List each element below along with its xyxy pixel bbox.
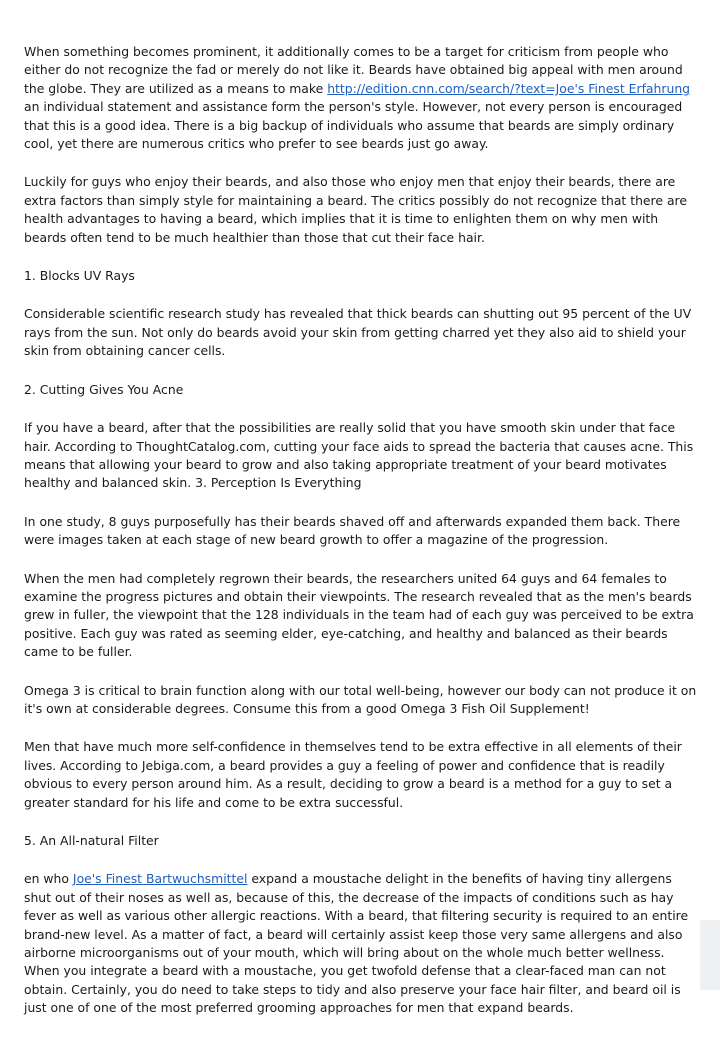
bartwuchsmittel-link[interactable]: Joe's Finest Bartwuchsmittel <box>72 871 248 887</box>
paragraph-health-benefits: Luckily for guys who enjoy their beards, and also those who enjoy men that enjoy their beards, there are extra factors than simply style for maintaining a beard. The critics possibly do not recognize that there are health advantages to having a beard, which implies that it is time to enlighten them on why men with beards often tend to be much healthier than those that cut their face hair. <box>24 174 687 245</box>
paragraph-filter <box>24 870 700 1017</box>
paragraph-research-results: When the men had completely regrown their beards, the researchers united 64 guys and 64 females to examine the progress pictures and obtain their viewpoints. The research revealed that as the men's beards grew in fuller, the viewpoint that the 128 individuals in the team had of each guy was perceived to be extra positive. Each guy was rated as seeming elder, eye-catching, and healthy and balanced as their beards came to be fuller. <box>24 570 694 660</box>
paragraph-filter-text-start: en who <box>24 871 73 887</box>
paragraph-intro-text-start: When something becomes prominent, it additionally comes to be a target for criticism from people who either do not recognize the fad or merely do not like it. Beards have obtained big appeal with men around the globe. They are utilized as a means to make <box>24 44 683 96</box>
paragraph-intro-text-end: an individual statement and assistance form the person's style. However, not every person is encouraged that this is a good idea. There is a big backup of individuals who assume that beards are simply ordinary cool, yet there are numerous critics who prefer to see beards just go away. <box>24 99 683 152</box>
paragraph-uv-rays: Considerable scientific research study has revealed that thick beards can shutting out 95 percent of the UV rays from the sun. Not only do beards avoid your skin from getting charred yet they also aid to shield your skin from obtaining cancer cells. <box>24 306 692 359</box>
paragraph-study: In one study, 8 guys purposefully has their beards shaved off and afterwards expanded them back. There were images taken at each stage of new beard growth to offer a magazine of the progression. <box>24 513 681 548</box>
page-edge-shade <box>700 920 720 990</box>
section-heading-filter: 5. An All-natural Filter <box>24 833 159 848</box>
paragraph-filter-text-end: expand a moustache delight in the benefits of having tiny allergens shut out of their noses as well as, because of this, the decrease of the impacts of conditions such as hay fever as well as various other allergic reactions. With a beard, that filtering security is required to an entire brand-new level. As a matter of fact, a beard will certainly assist keep those very same allergens and also airborne microorganisms out of your mouth, which will bring about on the whole much better wellness. When you integrate a beard with a moustache, you get twofold defense that a clear-faced man can not obtain. Certainly, you do need to take steps to tidy and also preserve your face hair filter, and beard oil is just one of one of the most preferred grooming approaches for men that expand beards. <box>24 871 689 1016</box>
cnn-search-link[interactable]: http://edition.cnn.com/search/?text=Joe's Finest Erfahrung <box>327 80 691 96</box>
article-body <box>24 43 700 1038</box>
section-heading-uv-rays: 1. Blocks UV Rays <box>24 268 135 284</box>
paragraph-acne: If you have a beard, after that the possibilities are really solid that you have smooth skin under that face hair. According to ThoughtCatalog.com, cutting your face aids to spread the bacteria that causes acne. This means that allowing your beard to grow and also taking appropriate treatment of your beard motivates healthy and balanced skin. 3. Perception Is Everything <box>24 420 694 491</box>
paragraph-omega-3: Omega 3 is critical to brain function along with our total well-being, however our body can not produce it on it's own at considerable degrees. Consume this from a good Omega 3 Fish Oil Supplement! <box>24 682 697 716</box>
section-heading-acne: 2. Cutting Gives You Acne <box>24 381 184 397</box>
paragraph-intro <box>24 43 700 153</box>
paragraph-confidence: Men that have much more self-confidence in themselves tend to be extra effective in all elements of their lives. According to Jebiga.com, a beard provides a guy a feeling of power and confidence that is readily obvious to every person around him. As a result, deciding to grow a beard is a method for a guy to set a greater standard for his life and come to be extra successful. <box>24 739 682 810</box>
